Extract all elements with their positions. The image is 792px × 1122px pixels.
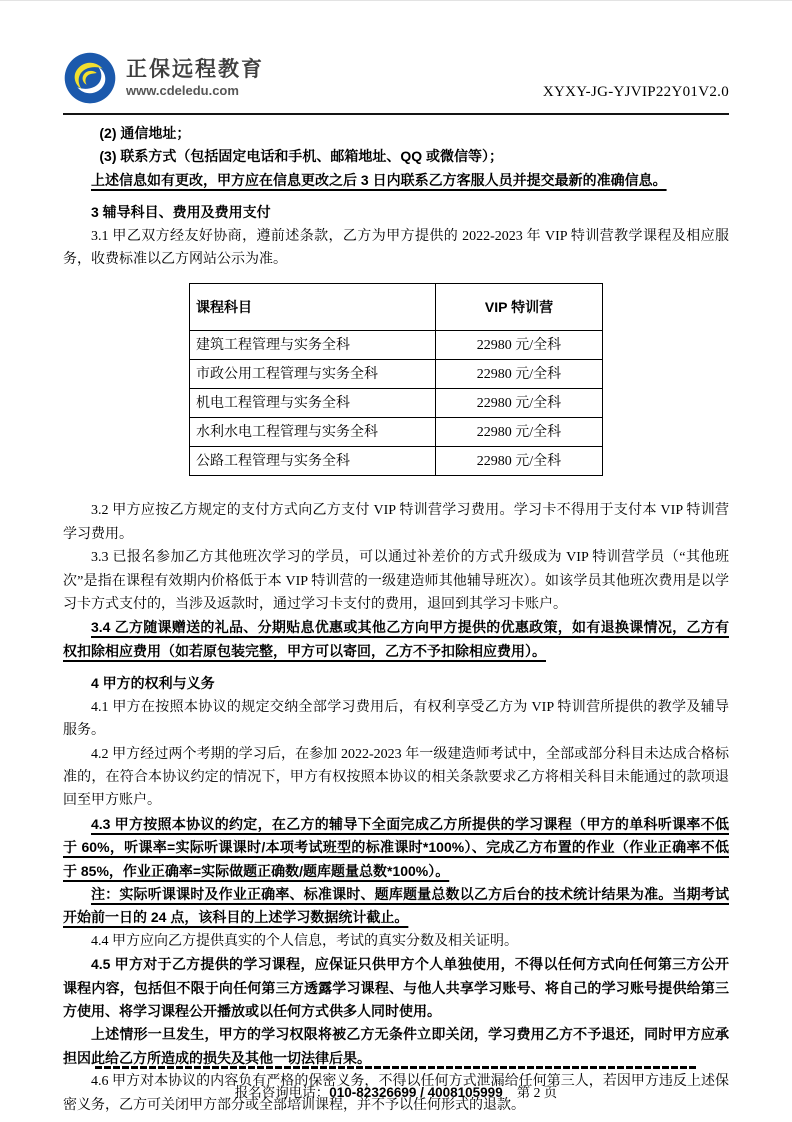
course-name: 建筑工程管理与实务全科 (190, 331, 436, 360)
fees-table-header-row (190, 284, 603, 331)
section-4-title: 4 甲方的权利与义务 (91, 675, 215, 692)
section-3-title: 3 辅导科目、费用及费用支付 (91, 204, 271, 221)
clause-3-1: 3.1 甲乙双方经友好协商，遵前述条款，乙方为甲方提供的 2022-2023 年 VIP 特训营教学课程及相应服务，收费标准以乙方网站公示为准。 (63, 228, 729, 268)
company-name: 正保远程教育 (126, 57, 264, 81)
footer-phone-label: 报名咨询电话： (234, 1085, 330, 1100)
course-price: 22980 元/全科 (436, 331, 603, 360)
clause-4-1: 4.1 甲方在按照本协议的规定交纳全部学习费用后，有权利享受乙方为 VIP 特训营所提供的教学及辅导服务。 (63, 699, 729, 739)
course-price: 22980 元/全科 (436, 447, 603, 476)
footer-page-number: 第 2 页 (516, 1085, 558, 1100)
clause-4-4: 4.4 甲方应向乙方提供真实的个人信息，考试的真实分数及相关证明。 (91, 933, 518, 949)
course-price: 22980 元/全科 (436, 418, 603, 447)
footer-phone-numbers: 010-82326699 / 4008105999 (329, 1085, 503, 1100)
clause-4-5: 4.5 甲方对于乙方提供的学习课程，应保证只供甲方个人单独使用，不得以任何方式向任何第三方公开课程内容，包括但不限于向任何第三方透露学习课程、与他人共享学习账号、将自己的学习账号提供给第三方使用、将学习课程公开播放或以任何方式供多人同时使用。 (63, 956, 729, 1019)
company-logo (63, 51, 264, 105)
table-row (190, 389, 603, 418)
clause-4-2: 4.2 甲方经过两个考期的学习后，在参加 2022-2023 年一级建造师考试中，全部或部分科目未达成合格标准的，在符合本协议约定的情况下，甲方有权按照本协议的相关条款要求乙方将相关科目未能通过的款项退回至甲方账户。 (63, 746, 729, 809)
contact-item-2: (2) 通信地址； (99, 125, 191, 141)
page-header (0, 1, 792, 115)
contact-change-notice: 上述信息如有更改，甲方应在信息更改之后 3 日内联系乙方客服人员并提交最新的准确信息。 (91, 171, 667, 188)
contract-body (0, 115, 792, 1117)
clause-4-3: 4.3 甲方按照本协议的约定，在乙方的辅导下全面完成乙方所提供的学习课程（甲方的单科听课率不低于 60%，听课率=实际听课课时/本项考试班型的标准课时*100%）、完成乙方布置的作业（作业正确率不低于 85%，作业正确率=实际做题正确数/题库题量总数*100%）。 (63, 815, 729, 879)
clause-4-6: 4.6 甲方对本协议的内容负有严格的保密义务，不得以任何方式泄漏给任何第三人，若因甲方违反上述保密义务，乙方可关闭甲方部分或全部培训课程，并不予以任何形式的退款。 (63, 1074, 729, 1113)
course-name: 市政公用工程管理与实务全科 (190, 360, 436, 389)
course-name: 水利水电工程管理与实务全科 (190, 418, 436, 447)
clause-4-5-consequence: 上述情形一旦发生，甲方的学习权限将被乙方无条件立即关闭，学习费用乙方不予退还，同时甲方应承担因此给乙方所造成的损失及其他一切法律后果。 (63, 1026, 729, 1066)
course-name: 公路工程管理与实务全科 (190, 447, 436, 476)
contact-item-3: (3) 联系方式（包括固定电话和手机、邮箱地址、QQ 或微信等）； (99, 148, 504, 165)
clause-3-4: 3.4 乙方随课赠送的礼品、分期贴息优惠或其他乙方向甲方提供的优惠政策，如有退换课情况，乙方有权扣除相应费用（如若原包装完整，甲方可以寄回，乙方不予扣除相应费用）。 (63, 619, 729, 659)
table-row (190, 331, 603, 360)
table-row (190, 418, 603, 447)
clause-4-3-note: 注：实际听课课时及作业正确率、标准课时、题库题量总数以乙方后台的技术统计结果为准。当期考试开始前一日的 24 点，该科目的上述学习数据统计截止。 (63, 885, 729, 926)
fees-table-header-camp: VIP 特训营 (436, 284, 603, 331)
document-code: XYXY-JG-YJVIP22Y01V2.0 (542, 84, 729, 100)
clause-3-3: 3.3 已报名参加乙方其他班次学习的学员，可以通过补差价的方式升级成为 VIP 特训营学员（“其他班次”是指在课程有效期内价格低于本 VIP 特训营的一级建造师其他辅导班次）。如该学员其他班次费用是以学习卡方式支付的，当涉及返款时，通过学习卡支付的费用，退回到其学习卡账户。 (63, 550, 729, 613)
fees-table-header-course: 课程科目 (190, 284, 436, 331)
company-website: www.cdeledu.com (126, 82, 239, 98)
course-price: 22980 元/全科 (436, 389, 603, 418)
table-row (190, 447, 603, 476)
fees-table (189, 283, 603, 476)
company-logo-icon (63, 51, 117, 105)
clause-3-2: 3.2 甲方应按乙方规定的支付方式向乙方支付 VIP 特训营学习费用。学习卡不得用于支付本 VIP 特训营学习费用。 (63, 503, 729, 542)
table-row (190, 360, 603, 389)
course-price: 22980 元/全科 (436, 360, 603, 389)
page-footer (0, 1081, 792, 1101)
course-name: 机电工程管理与实务全科 (190, 389, 436, 418)
footer-divider (95, 1066, 697, 1069)
